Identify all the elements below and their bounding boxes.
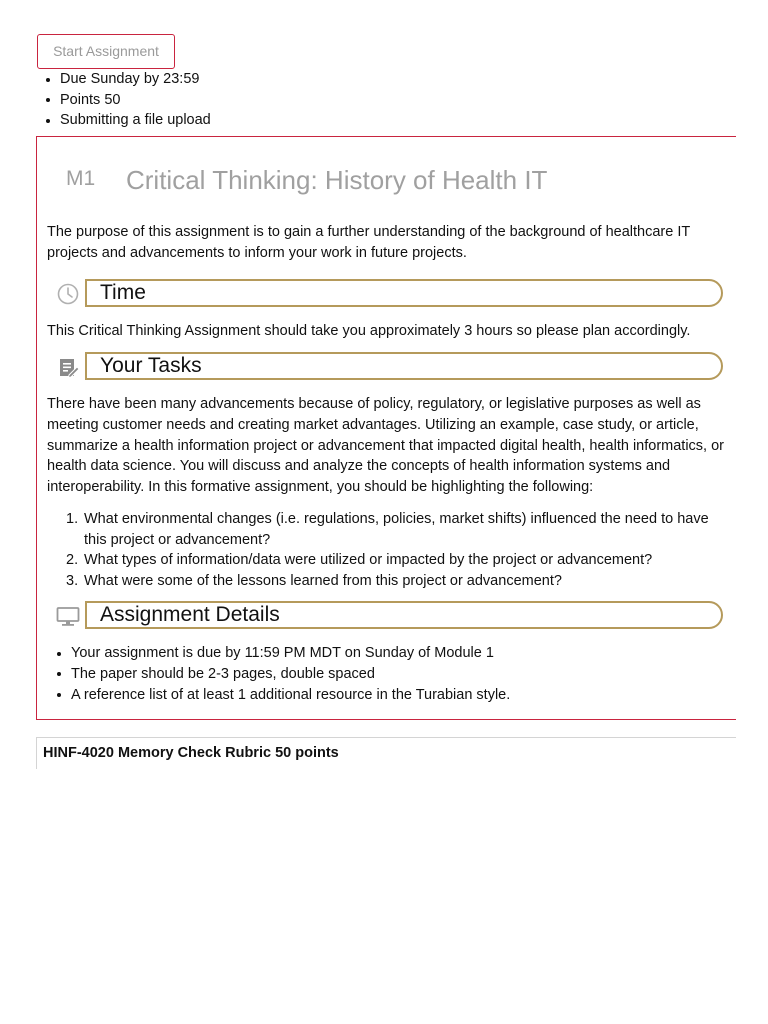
tasks-paragraph: There have been many advancements because of policy, regulatory, or legislative purposes as well as meeting customer needs and creating market advantages. Utilizing an example, case study, or article, summarize a health information project or advancement that impacted digital health, health informatics, or health data science. You will discuss and analyze the concepts of health information systems and interoperability. In this formative assignment, you should be highlighting the following: <box>47 396 725 496</box>
details-section-header <box>50 601 723 631</box>
tasks-heading: Your Tasks <box>100 354 202 377</box>
list-item-number: 2. <box>66 552 79 568</box>
list-item-text: What types of information/data were utilized or impacted by the project or advancement? <box>84 552 653 568</box>
clock-icon <box>55 281 81 307</box>
list-item: The paper should be 2-3 pages, double spaced <box>71 664 510 685</box>
intro-paragraph: The purpose of this assignment is to gain a further understanding of the background of healthcare IT projects and advancements to inform your work in future projects. <box>47 224 690 261</box>
tasks-section-header <box>50 352 723 382</box>
rubric-title: HINF-4020 Memory Check Rubric 50 points <box>43 745 339 761</box>
details-heading: Assignment Details <box>100 603 280 626</box>
list-item: Your assignment is due by 11:59 PM MDT on Sunday of Module 1 <box>71 643 510 664</box>
list-item-number: 3. <box>66 572 79 589</box>
submission-type: Submitting a file upload <box>60 110 211 131</box>
points: Points 50 <box>60 90 211 111</box>
assignment-meta-list <box>60 69 211 131</box>
list-item-number: 1. <box>66 511 79 527</box>
time-heading-bar <box>85 279 723 307</box>
list-item <box>66 509 724 550</box>
time-section-header <box>50 279 723 309</box>
start-assignment-button[interactable]: Start Assignment <box>37 34 175 69</box>
time-paragraph: This Critical Thinking Assignment should take you approximately 3 hours so please plan accordingly. <box>47 323 691 339</box>
time-heading: Time <box>100 281 146 304</box>
monitor-icon <box>55 603 81 629</box>
tasks-list <box>66 509 724 591</box>
details-list <box>71 643 510 705</box>
rubric-header <box>36 737 736 769</box>
module-label: M1 <box>66 167 96 190</box>
assignment-description <box>36 136 736 720</box>
list-item: A reference list of at least 1 additional resource in the Turabian style. <box>71 685 510 706</box>
edit-note-icon <box>55 354 81 380</box>
list-item <box>66 571 724 592</box>
list-item-text: What environmental changes (i.e. regulations, policies, market shifts) influenced the need to have this project or advancement? <box>84 511 709 548</box>
list-item-text: What were some of the lessons learned from this project or advancement? <box>84 572 562 589</box>
assignment-title: Critical Thinking: History of Health IT <box>126 165 548 195</box>
list-item <box>66 550 724 571</box>
due-date: Due Sunday by 23:59 <box>60 69 211 90</box>
